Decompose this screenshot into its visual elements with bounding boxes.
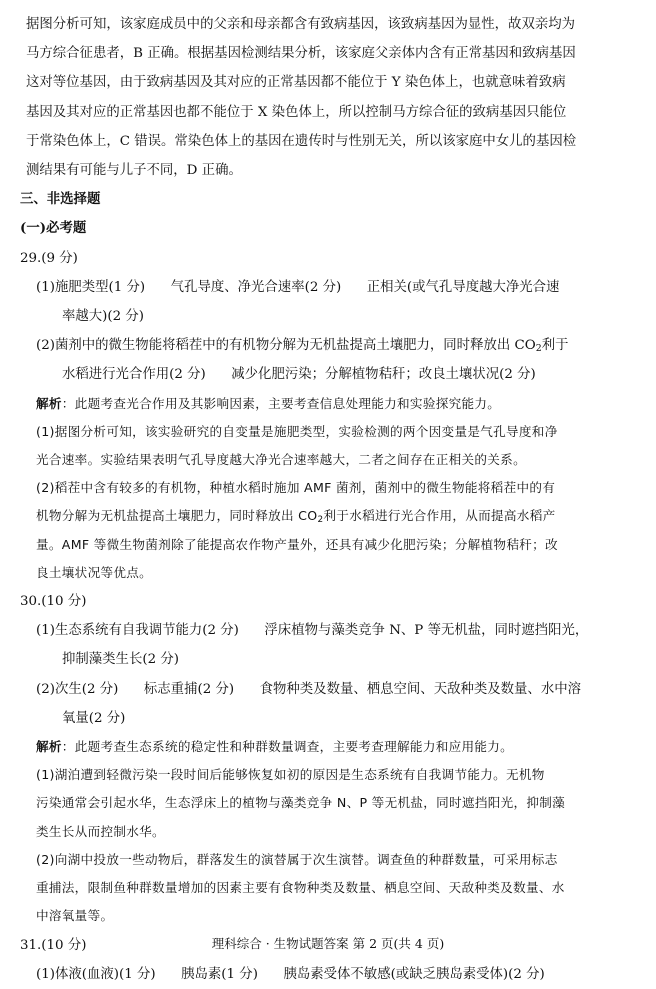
intro-line: 基因及其对应的正常基因也都不能位于 X 染色体上，所以控制马方综合征的致病基因只能位 — [26, 104, 567, 120]
q29-explanation-line: 机物分解为无机盐提高土壤肥力，同时释放出 $CO_2$利于水稻进行光合作用，从而提高水稻产 — [36, 508, 556, 526]
q30-explanation-line: 重捕法，限制鱼种群数量增加的因素主要有食物种类及数量、栖息空间、天敌种类及数量、水 — [36, 880, 565, 896]
intro-paragraph — [26, 10, 626, 185]
intro-line: 于常染色体上，C 错误。常染色体上的基因在遗传时与性别无关，所以该家庭中女儿的基因检 — [26, 133, 577, 149]
q29-explanation-line: 量。AMF 等微生物菌剂除了能提高农作物产量外，还具有减少化肥污染；分解植物秸秆；改 — [36, 536, 558, 552]
q29-explanation-line: 光合速率。实验结果表明气孔导度越大净光合速率越大，二者之间存在正相关的关系。 — [36, 452, 526, 468]
page-footer: 理科综合 · 生物试题答案 第 2 页(共 4 页) — [211, 936, 445, 951]
q30-answer-1-cont: 抑制藻类生长(2 分) — [62, 652, 179, 668]
section-subtitle: (一)必考题 — [20, 220, 87, 237]
q29-answer-2-cont: 水稻进行光合作用(2 分) 减少化肥污染；分解植物秸秆；改良土壤状况(2 分) — [62, 367, 536, 383]
q30-explanation-line: (1)湖泊遭到轻微污染一段时间后能够恢复如初的原因是生态系统有自我调节能力。无机物 — [36, 767, 545, 783]
q30-answer-1: (1)生态系统有自我调节能力(2 分) 浮床植物与藻类竞争 N、P 等无机盐，同时遮挡阳光， — [36, 623, 589, 639]
explanation-label: 解析 — [36, 395, 62, 411]
q30-answer-2: (2)次生(2 分) 标志重捕(2 分) 食物种类及数量、栖息空间、天敌种类及数量、水中溶 — [36, 681, 581, 697]
intro-line: 测结果有可能与儿子不同，D 正确。 — [26, 163, 242, 179]
q30-explanation-line: (2)向湖中投放一些动物后，群落发生的演替属于次生演替。调查鱼的种群数量，可采用标志 — [36, 851, 558, 867]
q30-explanation-line: 中溶氧量等。 — [36, 908, 114, 924]
q31-answer-1: (1)体液(血液)(1 分) 胰岛素(1 分) 胰岛素受体不敏感(或缺乏胰岛素受体)(2 分) — [36, 966, 545, 982]
question-30-header: 30.(10 分) — [20, 594, 87, 610]
intro-line: 这对等位基因，由于致病基因及其对应的正常基因都不能位于 Y 染色体上，也就意味着致病 — [26, 75, 566, 91]
q29-explanation-line: (1)据图分析可知，该实验研究的自变量是施肥类型，实验检测的两个因变量是气孔导度和净 — [36, 423, 558, 439]
q29-explanation-line: 良土壤状况等优点。 — [36, 564, 153, 580]
question-31-header: 31.(10 分) — [20, 937, 87, 953]
q30-explanation-intro: 解析：此题考查生态系统的稳定性和种群数量调查，主要考查理解能力和应用能力。 — [36, 739, 514, 755]
intro-line: 马方综合征患者，B 正确。根据基因检测结果分析，该家庭父亲体内含有正常基因和致病基因 — [26, 46, 576, 62]
q29-answer-1: (1)施肥类型(1 分) 气孔导度、净光合速率(2 分) 正相关(或气孔导度越大净光合速 — [36, 279, 560, 295]
question-29-header: 29.(9 分) — [20, 250, 78, 266]
intro-line: 据图分析可知，该家庭成员中的父亲和母亲都含有致病基因，该致病基因为显性，故双亲均为 — [26, 17, 576, 32]
q29-explanation-intro: 解析：此题考查光合作用及其影响因素，主要考查信息处理能力和实验探究能力。 — [36, 395, 501, 411]
q30-explanation-line: 污染通常会引起水华，生态浮床上的植物与藻类竞争 N、P 等无机盐，同时遮挡阳光，抑制藻 — [36, 795, 566, 811]
q30-explanation-line: 类生长从而控制水华。 — [36, 823, 165, 839]
q29-explanation-line: (2)稻茬中含有较多的有机物，种植水稻时施加 AMF 菌剂，菌剂中的微生物能将稻茬中的有 — [36, 480, 556, 496]
q29-answer-2: (2)菌剂中的微生物能将稻茬中的有机物分解为无机盐提高土壤肥力，同时释放出 $CO_2$利于 — [36, 338, 569, 355]
explanation-label: 解析 — [36, 739, 62, 755]
section-title: 三、非选择题 — [20, 191, 101, 208]
q30-answer-2-cont: 氧量(2 分) — [62, 710, 126, 726]
q29-answer-1-cont: 率越大)(2 分) — [62, 309, 145, 325]
